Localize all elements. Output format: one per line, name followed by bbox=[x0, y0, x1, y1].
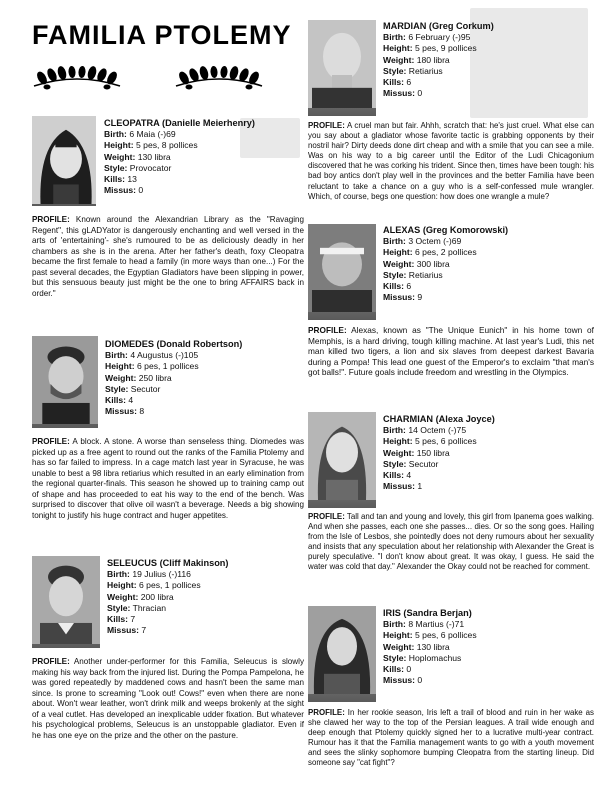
stat-weight: Weight: 200 libra bbox=[107, 591, 174, 602]
stats-mardian bbox=[383, 20, 593, 100]
laurel-ornament-icon bbox=[30, 66, 124, 90]
stats-diomedes bbox=[105, 338, 305, 418]
stat-height: Height: 5 pes, 9 pollices bbox=[383, 43, 477, 54]
stat-style: Style: Retiarius bbox=[383, 269, 443, 280]
stat-birth: Birth: 6 Maia (-)69 bbox=[104, 129, 176, 139]
stats-charmian bbox=[383, 413, 593, 493]
stat-kills: Kills: 4 bbox=[383, 470, 412, 481]
profile-iris: PROFILE: In her rookie season, Iris left a trail of blood and ruin in her wake as she clawed her way to the top of the Persian leagues. A trail wide enough and deep enough that Ptolemy quickly signed her to a lucrative multi-year contract. Rumour has it that the Familia management wants to go with a youth movement and sees the slinky sophomore bumping Cleopatra from the starting lineup. Did someone say "cat fight"? bbox=[308, 708, 594, 768]
gladiator-name: DIOMEDES (Donald Robertson) bbox=[105, 339, 243, 349]
stat-style: Style: Provocator bbox=[104, 162, 172, 173]
photo-cleopatra bbox=[32, 116, 96, 206]
stat-style: Style: Secutor bbox=[383, 458, 439, 469]
stat-weight: Weight: 250 libra bbox=[105, 372, 172, 383]
stat-birth: Birth: 3 Octem (-)69 bbox=[383, 236, 462, 246]
photo-diomedes bbox=[32, 336, 98, 428]
gladiator-name: MARDIAN (Greg Corkum) bbox=[383, 21, 494, 31]
gladiator-name: IRIS (Sandra Berjan) bbox=[383, 608, 472, 618]
gladiator-name: CLEOPATRA (Danielle Meierhenry) bbox=[104, 118, 255, 128]
stat-missus: Missus: 8 bbox=[105, 406, 145, 417]
photo-seleucus bbox=[32, 556, 100, 648]
stat-kills: Kills: 7 bbox=[107, 614, 136, 625]
stat-birth: Birth: 14 Octem (-)75 bbox=[383, 425, 467, 435]
profile-mardian: PROFILE: A cruel man but fair. Ahhh, scratch that: he's just cruel. What else can you say about a gladiator whose favorite tactic is grabbing opponents by their nostril hair? Dirty deeds done dirt cheap and with a smile that you can see a mile. Was on his way to a big career until the Editor of the Ludi Chicagonium discovered that he was corking his trident. Since then, times have been tough: his bad boy antics don't play well in the provinces and the better Familia have been reluctant to take a chance on a guy who is a self-confessed mule wrangler. Which, of course, begs one question: how does one wrangle a mule? bbox=[308, 121, 594, 201]
stat-missus: Missus: 0 bbox=[104, 185, 144, 196]
profile-diomedes: PROFILE: A block. A stone. A worse than senseless thing. Diomedes was picked up as a free agent to round out the ranks of the Familia Ptolemy and has so far failed to impress. In a cage match last year in Syracuse, he was unable to best a 98 libra retiarius which resulted in an early elimination from the regional quarter-finals. This season he showed up to training camp out of shape and has proceeded to eat his way to the end of the bench. Was surprised to discover that olive oil wasn't a beverage. Needs a big showing tonight to justify his huge contract and huger appetites. bbox=[32, 437, 304, 520]
stat-kills: Kills: 6 bbox=[383, 77, 412, 88]
stat-height: Height: 5 pes, 6 pollices bbox=[383, 436, 477, 447]
stat-missus: Missus: 0 bbox=[383, 675, 423, 686]
stat-height: Height: 6 pes, 1 pollices bbox=[107, 580, 201, 591]
stat-weight: Weight: 180 libra bbox=[383, 54, 450, 65]
profile-cleopatra: PROFILE: Known around the Alexandrian Library as the "Ravaging Regent", this gLADYator is dangerously enchanting and well versed in the arts of 'entertaining'- she's rumoured to be as deliciously deadly in her chambers as she is in the arena. After her father's death, foxy Cleopatra became the first female to head a family (in more ways than one...) For the past several decades, the Egyptian Gladiators have been slipping in power, but this sensuous beauty just might be the one to bring AFFAIRS back in order." bbox=[32, 215, 304, 298]
photo-mardian bbox=[308, 20, 376, 116]
stat-missus: Missus: 7 bbox=[107, 625, 147, 636]
stat-kills: Kills: 4 bbox=[105, 395, 134, 406]
stat-kills: Kills: 0 bbox=[383, 664, 412, 675]
stat-height: Height: 5 pes, 6 pollices bbox=[383, 630, 477, 641]
profile-seleucus: PROFILE: Another under-performer for this Familia, Seleucus is slowly making his way back from the injured list. During the Pompa Pampelona, he was gored repeatedly by maddened cows and hasn't been the same man since. Is prone to screaming "Look out! Cows!" even when there are none about. Won't wear leather, won't drink milk and weeps brokenly at the sight of a veal cutlet. Has developed an inexplicable udder fixation. But whatever his psychological problems, Seleucus is an unstoppable gladiator. Even if he has one eye on the prize and the other on the pasture. bbox=[32, 657, 304, 740]
photo-alexas bbox=[308, 224, 376, 320]
stat-kills: Kills: 13 bbox=[104, 174, 137, 185]
gladiator-name: CHARMIAN (Alexa Joyce) bbox=[383, 414, 495, 424]
profile-charmian: PROFILE: Tall and tan and young and lovely, this girl from Ipanema goes walking. And when she passes, each one she passes... dies. Or so the song goes. Hailing from the Isle of Lesbos, she pointedly does not deny rumours about her sexuality and insists that any speculation about her relationship with Alexander the Great is purely speculative. "I don't know about great. It was okay, I guess. He said the water was cold that day." Alexander the Okay could not be reached for comment. bbox=[308, 512, 594, 572]
profile-alexas: PROFILE: Alexas, known as "The Unique Eunich" in his home town of Memphis, is a hard driving, tough killing machine. At last year's Ludi, this net man killed two tigers, a lion and six slaves from deepest darkest Bavaria during a Pompa! This lead one guest of the Emperor's to exclaim "that man's got balls!". Future goals include freedom and wrestling in the Olympics. bbox=[308, 325, 594, 378]
stat-height: Height: 6 pes, 1 pollices bbox=[105, 361, 199, 372]
stat-style: Style: Hoplomachus bbox=[383, 652, 462, 663]
stats-seleucus bbox=[107, 557, 305, 637]
photo-charmian bbox=[308, 412, 376, 508]
stat-weight: Weight: 130 libra bbox=[104, 151, 171, 162]
stat-weight: Weight: 300 libra bbox=[383, 258, 450, 269]
stat-style: Style: Secutor bbox=[105, 383, 161, 394]
stat-height: Height: 6 pes, 2 pollices bbox=[383, 247, 477, 258]
stat-birth: Birth: 19 Julius (-)116 bbox=[107, 569, 191, 579]
stat-style: Style: Thracian bbox=[107, 602, 167, 613]
gladiator-name: SELEUCUS (Cliff Makinson) bbox=[107, 558, 229, 568]
stat-missus: Missus: 1 bbox=[383, 481, 423, 492]
stat-height: Height: 5 pes, 8 pollices bbox=[104, 140, 198, 151]
stat-kills: Kills: 6 bbox=[383, 281, 412, 292]
stat-birth: Birth: 4 Augustus (-)105 bbox=[105, 350, 199, 360]
stat-weight: Weight: 130 libra bbox=[383, 641, 450, 652]
stat-weight: Weight: 150 libra bbox=[383, 447, 450, 458]
stat-birth: Birth: 6 February (-)95 bbox=[383, 32, 471, 42]
laurel-ornament-icon bbox=[172, 66, 266, 90]
stat-birth: Birth: 8 Martius (-)71 bbox=[383, 619, 465, 629]
page-title: FAMILIA PTOLEMY bbox=[32, 20, 292, 50]
stats-iris bbox=[383, 607, 593, 687]
stats-cleopatra bbox=[104, 117, 304, 197]
stat-style: Style: Retiarius bbox=[383, 65, 443, 76]
photo-iris bbox=[308, 606, 376, 702]
gladiator-name: ALEXAS (Greg Komorowski) bbox=[383, 225, 509, 235]
stats-alexas bbox=[383, 224, 593, 304]
stat-missus: Missus: 0 bbox=[383, 88, 423, 99]
stat-missus: Missus: 9 bbox=[383, 292, 423, 303]
